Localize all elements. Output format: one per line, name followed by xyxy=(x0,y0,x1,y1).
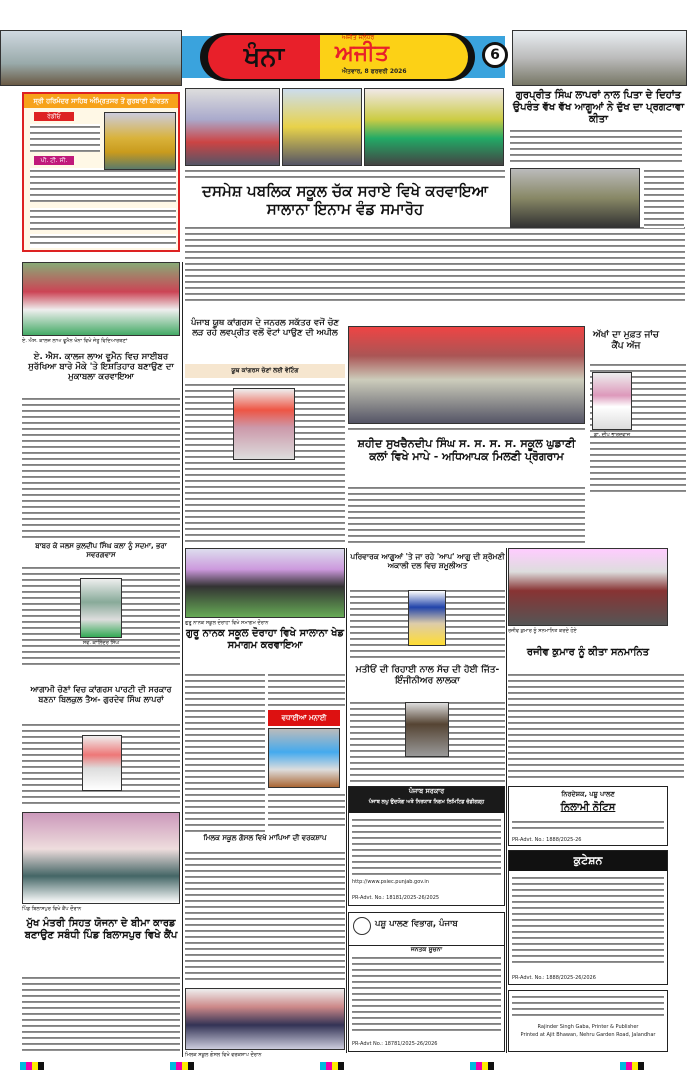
issue-date: ਐਤਵਾਰ, 8 ਫਰਵਰੀ 2026 xyxy=(342,68,407,75)
portrait-caption: ਡਾ. ਦੀਪ ਭਾਰਦਵਾਜ xyxy=(593,432,631,438)
gurbani-title: ਸ੍ਰੀ ਹਰਿਮੰਦਰ ਸਾਹਿਬ ਅੰਮ੍ਰਿਤਸਰ ਤੋਂ ਗੁਰਬਾਣੀ ਕੀਰਤਨ xyxy=(24,94,178,108)
article-headline[interactable]: ਪਰਿਵਾਰਕ ਆਗੂਆਂ 'ਤੇ ਜਾ ਰਹੇ 'ਆਪ' ਆਗੂ ਦੀ ਸ਼੍ਰੋਮਣੀ ਅਕਾਲੀ ਦਲ ਵਿਚ ਸ਼ਮੂਲੀਅਤ xyxy=(350,552,505,570)
photo-caption: ਮਿਲਕ ਸਕੂਲ ਗੋਸਲ ਵਿਖੇ ਵਰਕਸ਼ਾਪ ਦੌਰਾਨ xyxy=(185,1052,262,1058)
gurbani-box xyxy=(22,92,180,252)
ad-url[interactable]: http://www.psiec.punjab.gov.in xyxy=(352,879,429,885)
ad-title: ਪੰਜਾਬ ਸਰਕਾਰ xyxy=(408,787,445,795)
lovepreet-portrait xyxy=(233,388,295,460)
lalka-portrait xyxy=(405,702,449,757)
article-headline[interactable]: ਰਜੀਵ ਕੁਮਾਰ ਨੂੰ ਕੀਤਾ ਸਨਮਾਨਿਤ xyxy=(526,647,650,658)
article-headline[interactable]: ਮਿਲਕ ਸਕੂਲ ਗੋਸਲ ਵਿਖੇ ਮਾਪਿਆਂ ਦੀ ਵਰਕਸ਼ਾਪ xyxy=(203,834,327,842)
ad-title: ਕੁਟੇਸ਼ਨ xyxy=(509,851,667,871)
dashmesh-photo-3 xyxy=(364,88,504,166)
page-number: 6 xyxy=(482,42,508,68)
bilaspur-camp-photo xyxy=(22,812,180,904)
print-color-bar xyxy=(20,1062,670,1070)
ad-ref: PR-Advt. No.: 18181/2025-26/2025 xyxy=(352,895,440,901)
article-headline[interactable]: ਗੁਰੂ ਨਾਨਕ ਸਕੂਲ ਦੋਰਾਹਾ ਵਿਖੇ ਸਾਲਾਨਾ ਖੇਡ ਸਮਾਗਮ ਕਰਵਾਇਆ xyxy=(185,628,345,651)
dashmesh-photo-2 xyxy=(282,88,362,166)
paper-name: ਅਜੀਤ xyxy=(335,41,389,66)
lapran-portrait xyxy=(82,735,122,791)
law-college-photo xyxy=(22,262,180,336)
couple-photo xyxy=(268,728,340,788)
masthead-photo-right xyxy=(512,30,687,86)
article-headline[interactable]: ਆਗਾਮੀ ਚੋਣਾਂ ਵਿਚ ਕਾਂਗਰਸ ਪਾਰਟੀ ਦੀ ਸਰਕਾਰ ਬਣਨਾ ਬਿਲਕੁਲ ਤੈਅ- ਗੁਰਦੇਵ ਸਿੰਘ ਲਾਪਰਾਂ xyxy=(30,685,172,704)
photo-caption: ਗੁਰੂ ਨਾਨਕ ਸਕੂਲ ਦੋਰਾਹਾ ਵਿਖੇ ਸਮਾਗਮ ਦੌਰਾਨ xyxy=(185,620,269,626)
article-headline[interactable]: ਗੁਰਪ੍ਰੀਤ ਸਿੰਘ ਲਾਪਰਾਂ ਨਾਲ ਪਿਤਾ ਦੇ ਦਿਹਾਂਤ ਉਪਰੰਤ ਵੱਖ ਵੱਖ ਆਗੂਆਂ ਨੇ ਦੁੱਖ ਦਾ ਪ੍ਰਗਟਾਵਾ ਕੀਤਾ xyxy=(512,90,685,125)
ad-notice: ਜਨਤਕ ਸੂਚਨਾ xyxy=(349,945,504,954)
doctor-portrait xyxy=(592,372,632,430)
publisher-line: Rajinder Singh Gaba, Printer & Publisher xyxy=(537,1024,639,1030)
publisher-box xyxy=(508,990,668,1052)
dashmesh-photo-1 xyxy=(185,88,280,166)
article-headline[interactable]: ਪੰਜਾਬ ਯੂਥ ਕਾਂਗਰਸ ਦੇ ਜਨਰਲ ਸਕੱਤਰ ਵਜੋਂ ਚੋਣ ਲੜ ਰਹੇ ਲਵਪ੍ਰੀਤ ਵਲੋਂ ਵੋਟਾਂ ਪਾਉਣ ਦੀ ਅਪੀਲ xyxy=(191,318,339,338)
condolence-ad[interactable] xyxy=(508,850,668,985)
article-headline[interactable]: ਬਾਬਰ ਕੇ ਜਲਸ ਕੁਲਦੀਪ ਸਿੰਘ ਕਲਾ ਨੂੰ ਸਦਮਾ, ਭਰਾ ਸਵਰਗਵਾਸ xyxy=(35,542,167,559)
pashu-palan-ad[interactable] xyxy=(348,912,505,1052)
ad-subtitle: ਪੰਜਾਬ ਲਘੂ ਉਦਯੋਗ ਅਤੇ ਨਿਰਯਾਤ ਨਿਗਮ ਲਿਮਿਟਿਡ ਚੰਡੀਗੜ੍ਹ xyxy=(368,799,485,805)
golden-temple-photo xyxy=(104,112,176,170)
ptc-tag: ਪੀ. ਟੀ. ਸੀ. xyxy=(34,156,74,165)
article-headline[interactable]: ਏ. ਐਸ. ਕਾਲਜ ਲਾਅ ਵੂਮੈਨ ਵਿਚ ਸਾਈਬਰ ਸੁਰੱਖਿਆ ਬਾਰੇ ਮੌਕੇ 'ਤੇ ਇਸ਼ਤਿਹਾਰ ਬਣਾਉਣ ਦਾ ਮੁਕਾਬਲਾ ਕਰਵਾਇਆ xyxy=(28,352,174,382)
ad-ref: PR-Advt. No.: 1888/2025-26 xyxy=(512,837,582,843)
ad-ref: PR-Advt No.: 18781/2025-26/2026 xyxy=(352,1041,438,1047)
article-headline[interactable]: ਮਤੀਓਂ ਦੀ ਰਿਹਾਈ ਨਾਲ ਸੱਚ ਦੀ ਹੋਈ ਜਿੱਤ-ਇੰਜੀਨੀਅਰ ਲਾਲਕਾ xyxy=(355,665,500,686)
rajiv-honour-photo xyxy=(508,548,668,626)
condolence-meeting-photo xyxy=(510,168,640,228)
publisher-line: Printed at Ajit Bhawan, Nehru Garden Road, Jalandhar xyxy=(520,1032,656,1038)
ghudani-school-photo xyxy=(348,326,585,424)
radio-tag: ਰੇਡੀਓ xyxy=(34,112,74,121)
ad-title: ਪਸ਼ੂ ਪਾਲਣ ਵਿਭਾਗ, ਪੰਜਾਬ xyxy=(375,919,458,929)
article-headline[interactable]: ਸ਼ਹੀਦ ਸੁਖਚੈਨਦੀਪ ਸਿੰਘ ਸ. ਸ. ਸ. ਸ. ਸਕੂਲ ਘੁਡਾਣੀ ਕਲਾਂ ਵਿਖੇ ਮਾਪੇ - ਅਧਿਆਪਕ ਮਿਲਣੀ ਪ੍ਰੋਗਰਾਮ xyxy=(357,437,576,463)
obituary-portrait xyxy=(80,578,122,638)
article-headline[interactable]: ਮੁੱਖ ਮੰਤਰੀ ਸਿਹਤ ਯੋਜਨਾ ਦੇ ਬੀਮਾ ਕਾਰਡ ਬਣਾਉਣ ਸਬੰਧੀ ਪਿੰਡ ਬਿਲਾਸਪੁਰ ਵਿਖੇ ਕੈਂਪ xyxy=(24,918,178,941)
greeting-badge: ਵਧਾਈਆਂ ਮਨਾਈ xyxy=(268,710,340,726)
dorha-sports-photo xyxy=(185,548,345,618)
edition-name: ਖੰਨਾ xyxy=(208,35,320,79)
nilami-notice-ad[interactable] xyxy=(508,786,668,846)
photo-caption: ਏ. ਐਸ. ਕਾਲਜ ਲਾਅ ਵੂਮੈਨ ਖੰਨਾ ਵਿਖੇ ਜੇਤੂ ਵਿਦਿਆਰਥਣਾਂ xyxy=(22,338,128,344)
article-kicker: ਯੂਥ ਕਾਂਗਰਸ ਚੋਣਾਂ ਲਈ ਵੋਟਿੰਗ xyxy=(185,364,345,378)
article-headline[interactable]: ਦਸਮੇਸ਼ ਪਬਲਿਕ ਸਕੂਲ ਚੱਕ ਸਰਾਏ ਵਿਖੇ ਕਰਵਾਇਆ ਸਾਲਾਨਾ ਇਨਾਮ ਵੰਡ ਸਮਾਰੋਹ xyxy=(202,182,488,218)
aap-leader-portrait xyxy=(408,590,446,646)
portrait-caption: ਸਵ. ਕਾਲਿੰਦਰ ਸਿੰਘ xyxy=(82,640,120,646)
supplement-label: ਅਜੀਤ ਜਲੰਧਰ xyxy=(342,34,375,41)
ad-ref: PR-Advt. No.: 1888/2025-26/2026 xyxy=(512,975,596,981)
milk-school-photo xyxy=(185,988,345,1050)
article-headline[interactable]: ਅੱਖਾਂ ਦਾ ਮੁਫ਼ਤ ਜਾਂਚ ਕੈਂਪ ਅੱਜ xyxy=(592,330,659,351)
masthead xyxy=(0,30,687,86)
masthead-photo-left xyxy=(0,30,182,86)
ad-office: ਨਿਰਦੇਸ਼ਕ, ਪਸ਼ੂ ਪਾਲਣ xyxy=(561,790,615,798)
punjab-govt-ad[interactable] xyxy=(348,786,505,906)
photo-caption: ਪਿੰਡ ਬਿਲਾਸਪੁਰ ਵਿਖੇ ਕੈਂਪ ਦੌਰਾਨ xyxy=(22,906,82,912)
photo-caption: ਰਜੀਵ ਕੁਮਾਰ ਨੂੰ ਸਨਮਾਨਿਤ ਕਰਦੇ ਹੋਏ xyxy=(508,628,577,634)
ad-title: ਨਿਲਾਮੀ ਨੋਟਿਸ xyxy=(560,802,616,813)
